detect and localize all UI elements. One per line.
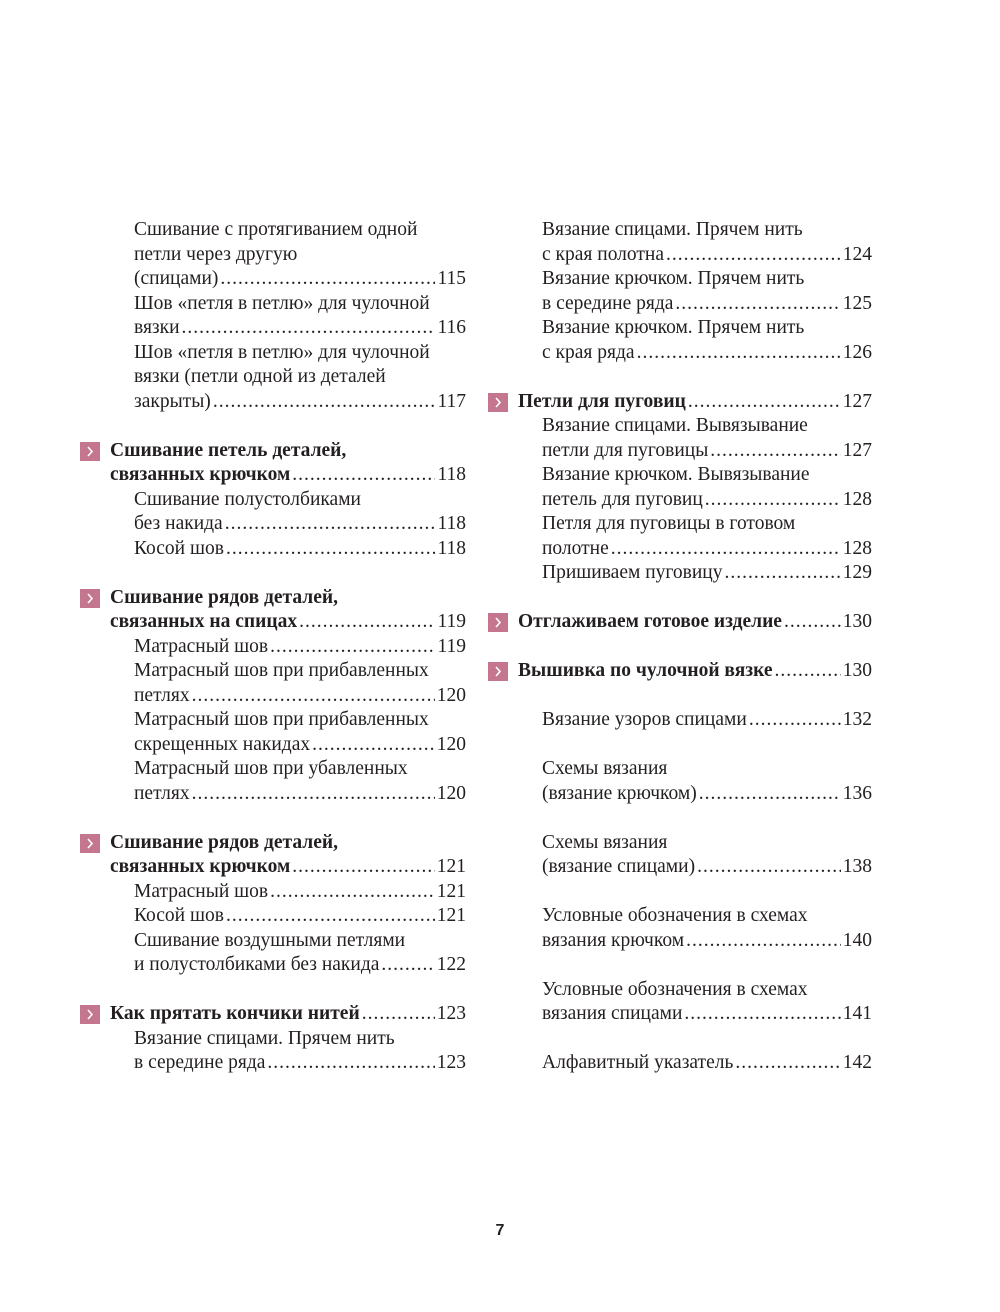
leader-dots [697, 855, 841, 880]
toc-entry[interactable] [488, 757, 872, 782]
toc-page-number: 119 [437, 635, 466, 657]
chevron-right-icon [80, 834, 100, 853]
toc-entry-text: вязки [134, 317, 180, 338]
toc-entry-cont[interactable] [488, 243, 872, 268]
toc-page-number: 140 [842, 929, 872, 951]
toc-entry-text: Вязание спицами. Прячем нить [542, 219, 803, 240]
leader-dots [226, 904, 435, 929]
toc-page-number: 120 [436, 782, 466, 804]
toc-entry-text: Петля для пуговицы в готовом [542, 513, 796, 534]
toc-page-number: 118 [437, 513, 466, 534]
toc-entry-text: Условные обозначения в схемах [542, 905, 808, 926]
toc-section-title: связанных крючком [110, 464, 291, 485]
toc-page-number: 142 [842, 1052, 872, 1073]
toc-section-title: связанных на спицах [110, 611, 298, 632]
leader-dots [182, 316, 436, 341]
leader-dots [292, 463, 435, 488]
leader-dots [292, 855, 434, 880]
toc-entry-text: Алфавитный указатель [542, 1052, 734, 1073]
toc-entry-cont[interactable] [80, 733, 466, 758]
leader-dots [699, 782, 841, 807]
toc-entry[interactable] [488, 978, 872, 1003]
toc-entry-text: вязки (петли одной из деталей [134, 366, 386, 387]
toc-entry-cont[interactable] [488, 855, 872, 880]
toc-entry[interactable] [488, 316, 872, 341]
leader-dots [225, 512, 436, 537]
toc-page-number: 123 [436, 1052, 466, 1073]
toc-entry-text: Косой шов [134, 905, 224, 926]
toc-entry-cont[interactable] [488, 1002, 872, 1027]
toc-page-number: 117 [437, 390, 466, 412]
toc-page-number: 118 [437, 537, 466, 559]
toc-section[interactable] [80, 439, 466, 464]
toc-entry-text: с края ряда [542, 341, 635, 363]
chevron-right-icon [488, 613, 508, 632]
toc-entry-text: Сшивание воздушными петлями [134, 929, 406, 951]
toc-page-number: 121 [436, 856, 466, 877]
page-number: 7 [495, 1222, 505, 1239]
leader-dots [710, 439, 840, 464]
toc-entry-text: в середине ряда [542, 292, 674, 314]
toc-page-number: 124 [842, 243, 872, 265]
toc-page-number: 138 [842, 856, 872, 877]
toc-entry-text: с края полотна [542, 243, 665, 265]
toc-section-title: связанных крючком [110, 856, 291, 877]
toc-section-title: Сшивание петель деталей, [110, 439, 347, 461]
toc-left-column [80, 218, 466, 1076]
leader-dots [381, 953, 434, 978]
toc-entry[interactable] [488, 831, 872, 856]
toc-entry-cont[interactable] [488, 782, 872, 807]
toc-entry-text: Вязание крючком. Прячем нить [542, 268, 805, 289]
toc-entry-text: Пришиваем пуговицу [542, 562, 723, 583]
leader-dots [735, 1051, 840, 1076]
toc-entry-cont[interactable] [488, 929, 872, 954]
toc-entry[interactable] [80, 929, 466, 954]
toc-entry-cont[interactable] [80, 267, 466, 292]
toc-page-number: 129 [842, 562, 872, 583]
leader-dots [213, 390, 436, 415]
toc-entry-cont[interactable] [488, 439, 872, 464]
toc-entry[interactable] [80, 218, 466, 243]
toc-entry-text: петлях [134, 684, 190, 706]
toc-section-cont[interactable] [80, 610, 466, 635]
leader-dots [775, 659, 841, 684]
toc-entry[interactable] [488, 463, 872, 488]
toc-entry-text: Матрасный шов при убавленных [134, 758, 408, 779]
toc-section[interactable] [488, 659, 872, 684]
toc-entry[interactable] [488, 904, 872, 929]
leader-dots [749, 708, 841, 733]
toc-entry[interactable] [80, 537, 466, 562]
toc-entry[interactable] [80, 880, 466, 905]
toc-page-number: 115 [437, 268, 466, 289]
leader-dots [220, 267, 435, 292]
leader-dots [312, 733, 435, 758]
toc-entry-cont[interactable] [80, 512, 466, 537]
toc-entry[interactable] [80, 1027, 466, 1052]
toc-page-number: 119 [437, 611, 466, 632]
toc-entry-text: Сшивание с протягиванием одной [134, 219, 418, 240]
leader-dots [192, 684, 435, 709]
toc-page-number: 127 [842, 439, 872, 461]
leader-dots [270, 880, 435, 905]
toc-page-number: 125 [842, 292, 872, 314]
toc-page-number: 121 [436, 880, 466, 902]
toc-page-number: 122 [436, 954, 466, 975]
toc-section-title: Сшивание рядов деталей, [110, 586, 338, 608]
toc-section[interactable] [488, 610, 872, 635]
toc-entry[interactable] [488, 1051, 872, 1076]
toc-page-number: 132 [842, 709, 872, 730]
toc-entry-text: вязания спицами [542, 1003, 683, 1024]
toc-page-number: 130 [842, 660, 872, 681]
toc-entry-cont[interactable] [488, 537, 872, 562]
toc-entry-text: петлях [134, 782, 190, 804]
toc-entry-text: Вязание спицами. Вывязывание [542, 415, 808, 436]
toc-entry[interactable] [80, 708, 466, 733]
toc-entry-cont[interactable] [488, 341, 872, 366]
toc-entry[interactable] [80, 488, 466, 513]
toc-entry-text: петель для пуговиц [542, 488, 703, 510]
toc-entry-text: в середине ряда [134, 1052, 266, 1073]
toc-entry-text: Условные обозначения в схемах [542, 978, 808, 1000]
toc-entry-text: Шов «петля в петлю» для чулочной [134, 292, 430, 314]
toc-section-cont[interactable] [80, 855, 466, 880]
leader-dots [192, 782, 435, 807]
toc-entry-cont[interactable] [80, 316, 466, 341]
toc-entry-cont[interactable] [80, 953, 466, 978]
toc-entry-text: Схемы вязания [542, 758, 668, 779]
toc-entry[interactable] [488, 561, 872, 586]
toc-page-number: 120 [436, 684, 466, 706]
toc-right-column [488, 218, 872, 1076]
toc-entry-text: Вязание крючком. Прячем нить [542, 317, 805, 338]
toc-entry[interactable] [80, 904, 466, 929]
chevron-right-icon [80, 1005, 100, 1024]
toc-section-title: Отглаживаем готовое изделие [518, 611, 782, 632]
toc-entry[interactable] [488, 414, 872, 439]
toc-page-number: 116 [437, 317, 466, 338]
leader-dots [724, 561, 840, 586]
toc-page-number: 126 [842, 341, 872, 363]
toc-section[interactable] [80, 586, 466, 611]
toc-entry-cont[interactable] [80, 365, 466, 390]
leader-dots [688, 390, 841, 415]
toc-section-cont[interactable] [80, 463, 466, 488]
toc-entry-text: Матрасный шов [134, 880, 269, 902]
toc-entry[interactable] [80, 757, 466, 782]
toc-entry-text: полотне [542, 537, 609, 559]
leader-dots [666, 243, 841, 268]
toc-entry-cont[interactable] [488, 292, 872, 317]
toc-entry[interactable] [80, 341, 466, 366]
toc-section[interactable] [80, 1002, 466, 1027]
leader-dots [684, 1002, 840, 1027]
toc-page-number: 118 [437, 464, 466, 485]
toc-page-number: 141 [842, 1003, 872, 1024]
toc-entry[interactable] [488, 708, 872, 733]
toc-entry-text: вязания крючком [542, 929, 685, 951]
leader-dots [362, 1002, 435, 1027]
toc-entry-text: Шов «петля в петлю» для чулочной [134, 341, 430, 363]
chevron-right-icon [488, 662, 508, 681]
toc-section[interactable] [488, 390, 872, 415]
toc-entry-cont[interactable] [488, 488, 872, 513]
toc-page-number: 127 [842, 390, 872, 412]
toc-entry[interactable] [80, 659, 466, 684]
leader-dots [686, 929, 841, 954]
toc-entry-text: Сшивание полустолбиками [134, 488, 361, 510]
toc-page-number: 123 [436, 1003, 466, 1024]
toc-section-title: Вышивка по чулочной вязке [518, 660, 773, 681]
chevron-right-icon [80, 442, 100, 461]
leader-dots [784, 610, 841, 635]
toc-entry-cont[interactable] [80, 1051, 466, 1076]
toc-entry-text: Матрасный шов при прибавленных [134, 709, 429, 730]
toc-section-title: Сшивание рядов деталей, [110, 831, 338, 853]
leader-dots [299, 610, 435, 635]
toc-entry[interactable] [488, 512, 872, 537]
leader-dots [267, 1051, 434, 1076]
toc-entry-cont[interactable] [80, 390, 466, 415]
toc-page-number: 136 [842, 782, 872, 804]
toc-page-number: 128 [842, 488, 872, 510]
toc-page-number: 120 [436, 733, 466, 755]
toc-entry-text: Вязание узоров спицами [542, 709, 747, 730]
toc-entry-text: скрещенных накидах [134, 733, 311, 755]
toc-entry-text: Косой шов [134, 537, 224, 559]
toc-entry-text: петли для пуговицы [542, 439, 709, 461]
toc-entry-text: Вязание крючком. Вывязывание [542, 464, 810, 485]
leader-dots [611, 537, 841, 562]
leader-dots [675, 292, 840, 317]
toc-entry-text: петли через другую [134, 243, 298, 265]
toc-entry-cont[interactable] [80, 684, 466, 709]
leader-dots [270, 635, 435, 660]
toc-entry-text: (вязание крючком) [542, 782, 697, 804]
toc-section-title: Как прятать кончики нитей [110, 1003, 360, 1024]
toc-entry-text: (вязание спицами) [542, 856, 696, 877]
toc-entry-text: без накида [134, 513, 223, 534]
leader-dots [637, 341, 841, 366]
toc-page-number: 128 [842, 537, 872, 559]
toc-entry[interactable] [488, 267, 872, 292]
toc-entry[interactable] [80, 292, 466, 317]
chevron-right-icon [80, 589, 100, 608]
toc-entry-text: (спицами) [134, 268, 219, 289]
leader-dots [705, 488, 841, 513]
toc-entry-text: Матрасный шов [134, 635, 269, 657]
toc-page-number: 130 [842, 611, 872, 632]
toc-entry-text: закрыты) [134, 390, 211, 412]
toc-section[interactable] [80, 831, 466, 856]
chevron-right-icon [488, 393, 508, 412]
toc-entry-text: Матрасный шов при прибавленных [134, 660, 429, 681]
toc-entry-cont[interactable] [80, 782, 466, 807]
toc-section-title: Петли для пуговиц [518, 390, 686, 412]
toc-entry-text: Схемы вязания [542, 831, 668, 853]
toc-entry-cont[interactable] [80, 243, 466, 268]
toc-entry[interactable] [80, 635, 466, 660]
toc-entry[interactable] [488, 218, 872, 243]
leader-dots [226, 537, 436, 562]
toc-entry-text: Вязание спицами. Прячем нить [134, 1027, 395, 1049]
toc-page-number: 121 [436, 905, 466, 926]
toc-entry-text: и полустолбиками без накида [134, 954, 380, 975]
